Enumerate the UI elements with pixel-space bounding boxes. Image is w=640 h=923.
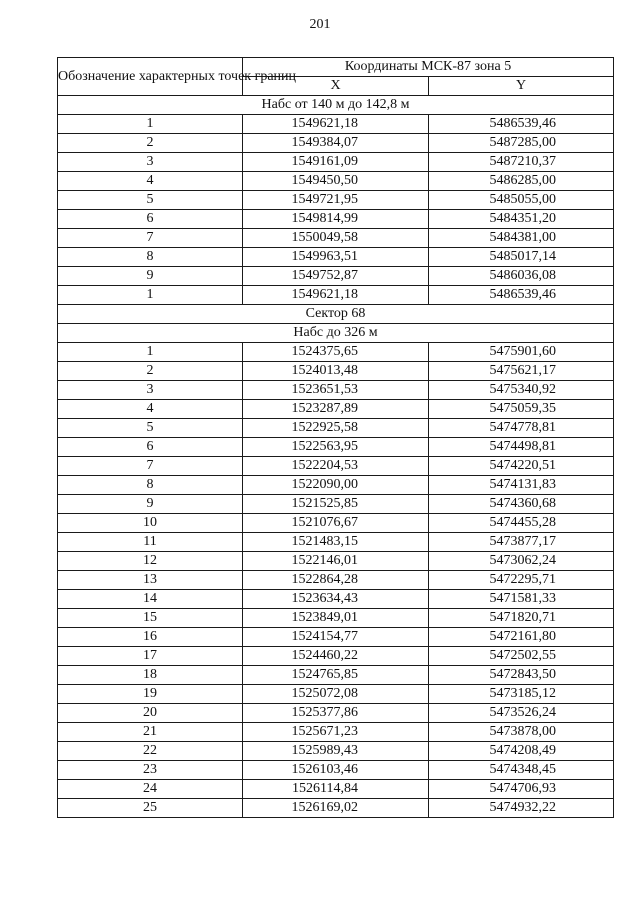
- table-row: [58, 457, 614, 476]
- x-coordinate-cell: 1523651,53: [243, 381, 429, 400]
- point-number-cell: 15: [58, 609, 243, 628]
- y-coordinate-cell: 5485017,14: [429, 248, 614, 267]
- point-number-cell: 17: [58, 647, 243, 666]
- y-coordinate-cell: 5486285,00: [429, 172, 614, 191]
- table-row: [58, 400, 614, 419]
- y-column-header: Y: [429, 77, 614, 96]
- y-coordinate-cell: 5472843,50: [429, 666, 614, 685]
- y-coordinate-cell: 5487210,37: [429, 153, 614, 172]
- point-number-cell: 13: [58, 571, 243, 590]
- table-row: [58, 191, 614, 210]
- y-coordinate-cell: 5484351,20: [429, 210, 614, 229]
- section-title: Набс до 326 м: [58, 324, 614, 343]
- table-row: [58, 647, 614, 666]
- table-row: [58, 514, 614, 533]
- table-row: [58, 533, 614, 552]
- table-row: [58, 590, 614, 609]
- table-row: [58, 780, 614, 799]
- x-coordinate-cell: 1521525,85: [243, 495, 429, 514]
- table-row: [58, 115, 614, 134]
- table-row: [58, 723, 614, 742]
- point-number-cell: 3: [58, 153, 243, 172]
- point-number-cell: 21: [58, 723, 243, 742]
- section-title: Сектор 68: [58, 305, 614, 324]
- point-number-cell: 14: [58, 590, 243, 609]
- y-coordinate-cell: 5484381,00: [429, 229, 614, 248]
- x-coordinate-cell: 1524154,77: [243, 628, 429, 647]
- point-number-cell: 5: [58, 419, 243, 438]
- y-coordinate-cell: 5472295,71: [429, 571, 614, 590]
- table-row: [58, 666, 614, 685]
- x-coordinate-cell: 1522864,28: [243, 571, 429, 590]
- table-row: [58, 799, 614, 818]
- point-number-cell: 4: [58, 172, 243, 191]
- x-coordinate-cell: 1550049,58: [243, 229, 429, 248]
- table-row: [58, 742, 614, 761]
- y-coordinate-cell: 5473526,24: [429, 704, 614, 723]
- x-coordinate-cell: 1524013,48: [243, 362, 429, 381]
- y-coordinate-cell: 5474455,28: [429, 514, 614, 533]
- table-row: [58, 172, 614, 191]
- point-number-cell: 9: [58, 267, 243, 286]
- point-number-cell: 18: [58, 666, 243, 685]
- point-number-cell: 8: [58, 476, 243, 495]
- x-coordinate-cell: 1549161,09: [243, 153, 429, 172]
- point-number-cell: 5: [58, 191, 243, 210]
- y-coordinate-cell: 5474208,49: [429, 742, 614, 761]
- table-row: [58, 210, 614, 229]
- point-number-cell: 23: [58, 761, 243, 780]
- table-row: [58, 267, 614, 286]
- table-row: [58, 343, 614, 362]
- point-number-cell: 4: [58, 400, 243, 419]
- x-coordinate-cell: 1525377,86: [243, 704, 429, 723]
- y-coordinate-cell: 5475621,17: [429, 362, 614, 381]
- point-number-cell: 8: [58, 248, 243, 267]
- x-column-header: X: [243, 77, 429, 96]
- x-coordinate-cell: 1523287,89: [243, 400, 429, 419]
- x-coordinate-cell: 1549384,07: [243, 134, 429, 153]
- section-title-row: [58, 96, 614, 115]
- point-number-cell: 9: [58, 495, 243, 514]
- point-number-cell: 1: [58, 343, 243, 362]
- x-coordinate-cell: 1524460,22: [243, 647, 429, 666]
- y-coordinate-cell: 5474360,68: [429, 495, 614, 514]
- y-coordinate-cell: 5474778,81: [429, 419, 614, 438]
- table-row: [58, 248, 614, 267]
- point-number-cell: 16: [58, 628, 243, 647]
- point-number-cell: 24: [58, 780, 243, 799]
- table-row: [58, 552, 614, 571]
- table-row: [58, 134, 614, 153]
- table-row: [58, 628, 614, 647]
- point-number-cell: 3: [58, 381, 243, 400]
- coordinates-system-header: Координаты МСК-87 зона 5: [243, 58, 614, 77]
- section-title-row: [58, 324, 614, 343]
- x-coordinate-cell: 1549814,99: [243, 210, 429, 229]
- table-row: [58, 685, 614, 704]
- table-header-row: [58, 58, 614, 77]
- y-coordinate-cell: 5474220,51: [429, 457, 614, 476]
- x-coordinate-cell: 1523849,01: [243, 609, 429, 628]
- y-coordinate-cell: 5472161,80: [429, 628, 614, 647]
- x-coordinate-cell: 1522090,00: [243, 476, 429, 495]
- x-coordinate-cell: 1525671,23: [243, 723, 429, 742]
- table-row: [58, 419, 614, 438]
- y-coordinate-cell: 5474498,81: [429, 438, 614, 457]
- page-number: 201: [309, 17, 331, 32]
- x-coordinate-cell: 1522146,01: [243, 552, 429, 571]
- y-coordinate-cell: 5475059,35: [429, 400, 614, 419]
- x-coordinate-cell: 1549963,51: [243, 248, 429, 267]
- y-coordinate-cell: 5471820,71: [429, 609, 614, 628]
- y-coordinate-cell: 5486036,08: [429, 267, 614, 286]
- table-row: [58, 476, 614, 495]
- coordinates-table-body: [58, 58, 614, 818]
- table-row: [58, 609, 614, 628]
- x-coordinate-cell: 1549752,87: [243, 267, 429, 286]
- table-row: [58, 381, 614, 400]
- y-coordinate-cell: 5486539,46: [429, 286, 614, 305]
- point-number-cell: 19: [58, 685, 243, 704]
- x-coordinate-cell: 1525989,43: [243, 742, 429, 761]
- x-coordinate-cell: 1549721,95: [243, 191, 429, 210]
- y-coordinate-cell: 5475901,60: [429, 343, 614, 362]
- y-coordinate-cell: 5473878,00: [429, 723, 614, 742]
- x-coordinate-cell: 1522204,53: [243, 457, 429, 476]
- y-coordinate-cell: 5475340,92: [429, 381, 614, 400]
- table-row: [58, 571, 614, 590]
- y-coordinate-cell: 5474932,22: [429, 799, 614, 818]
- section-title-row: [58, 305, 614, 324]
- table-row: [58, 704, 614, 723]
- table-row: [58, 229, 614, 248]
- coordinates-table: [57, 57, 614, 818]
- table-row: [58, 438, 614, 457]
- y-coordinate-cell: 5487285,00: [429, 134, 614, 153]
- x-coordinate-cell: 1524375,65: [243, 343, 429, 362]
- point-number-cell: 6: [58, 210, 243, 229]
- table-row: [58, 362, 614, 381]
- x-coordinate-cell: 1524765,85: [243, 666, 429, 685]
- y-coordinate-cell: 5474131,83: [429, 476, 614, 495]
- x-coordinate-cell: 1526169,02: [243, 799, 429, 818]
- x-coordinate-cell: 1526103,46: [243, 761, 429, 780]
- x-coordinate-cell: 1526114,84: [243, 780, 429, 799]
- point-number-cell: 7: [58, 229, 243, 248]
- x-coordinate-cell: 1523634,43: [243, 590, 429, 609]
- table-row: [58, 286, 614, 305]
- x-coordinate-cell: 1549621,18: [243, 115, 429, 134]
- y-coordinate-cell: 5471581,33: [429, 590, 614, 609]
- point-number-cell: 2: [58, 362, 243, 381]
- y-coordinate-cell: 5474706,93: [429, 780, 614, 799]
- point-number-cell: 7: [58, 457, 243, 476]
- point-number-cell: 1: [58, 115, 243, 134]
- section-title: Набс от 140 м до 142,8 м: [58, 96, 614, 115]
- y-coordinate-cell: 5485055,00: [429, 191, 614, 210]
- table-row: [58, 153, 614, 172]
- point-number-cell: 22: [58, 742, 243, 761]
- point-number-cell: 11: [58, 533, 243, 552]
- point-number-cell: 25: [58, 799, 243, 818]
- point-designation-header: Обозначение характерных точек границ: [58, 58, 243, 96]
- table-row: [58, 495, 614, 514]
- y-coordinate-cell: 5472502,55: [429, 647, 614, 666]
- point-number-cell: 20: [58, 704, 243, 723]
- point-number-cell: 2: [58, 134, 243, 153]
- x-coordinate-cell: 1549450,50: [243, 172, 429, 191]
- point-number-cell: 12: [58, 552, 243, 571]
- x-coordinate-cell: 1521076,67: [243, 514, 429, 533]
- point-number-cell: 10: [58, 514, 243, 533]
- x-coordinate-cell: 1522925,58: [243, 419, 429, 438]
- point-number-cell: 1: [58, 286, 243, 305]
- x-coordinate-cell: 1521483,15: [243, 533, 429, 552]
- table-row: [58, 761, 614, 780]
- x-coordinate-cell: 1522563,95: [243, 438, 429, 457]
- x-coordinate-cell: 1525072,08: [243, 685, 429, 704]
- x-coordinate-cell: 1549621,18: [243, 286, 429, 305]
- y-coordinate-cell: 5473185,12: [429, 685, 614, 704]
- y-coordinate-cell: 5486539,46: [429, 115, 614, 134]
- y-coordinate-cell: 5474348,45: [429, 761, 614, 780]
- point-number-cell: 6: [58, 438, 243, 457]
- y-coordinate-cell: 5473877,17: [429, 533, 614, 552]
- y-coordinate-cell: 5473062,24: [429, 552, 614, 571]
